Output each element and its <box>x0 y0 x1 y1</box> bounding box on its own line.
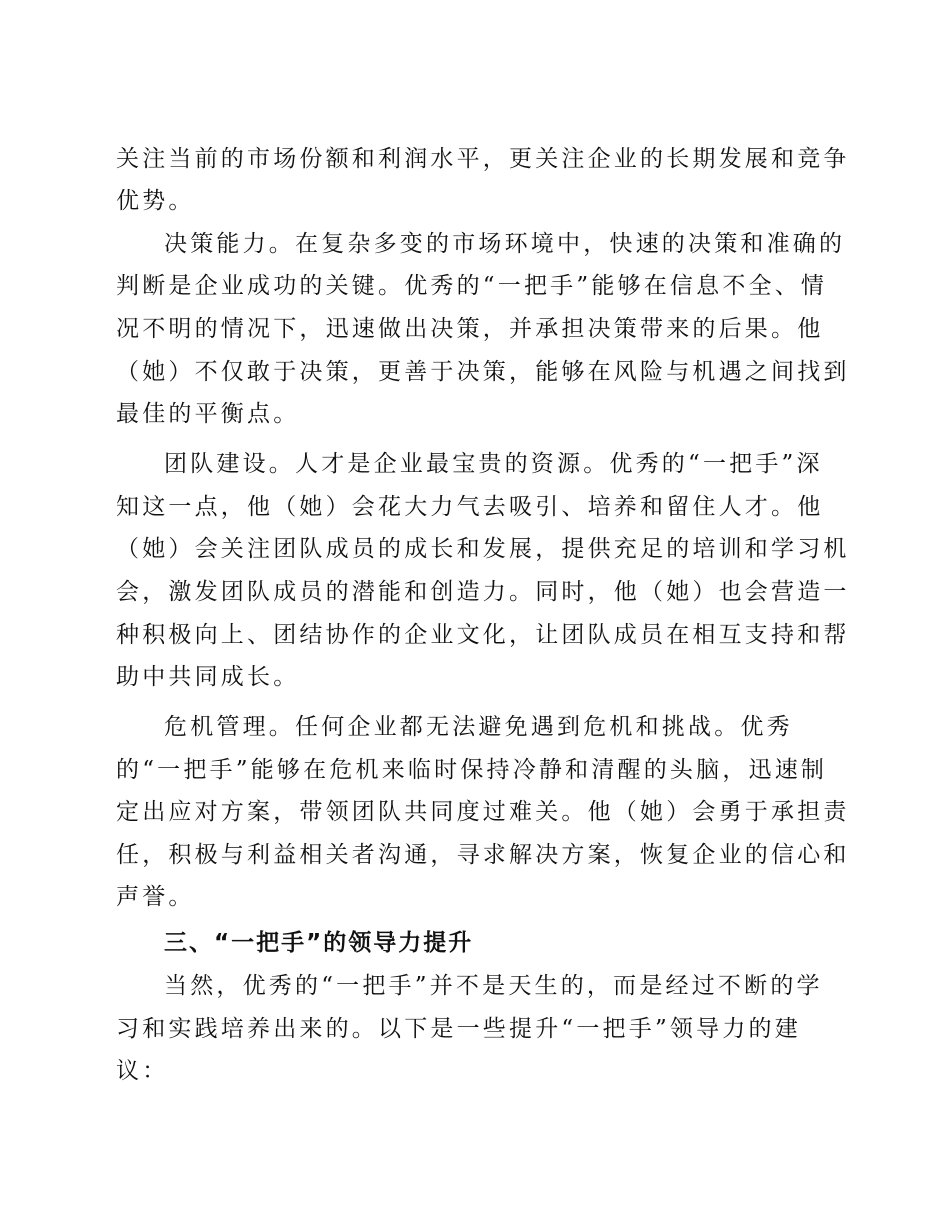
paragraph-line: 声誉。 <box>116 884 195 910</box>
paragraph-line: （她）不仅敢于决策，更善于决策，能够在风险与机遇之间找到 <box>116 359 850 385</box>
paragraph-line: （她）会关注团队成员的成长和发展，提供充足的培训和学习机 <box>116 536 850 562</box>
paragraph-line: 议： <box>116 1058 169 1084</box>
paragraph-line: 优势。 <box>116 188 195 214</box>
paragraph-line: 定出应对方案，带领团队共同度过难关。他（她）会勇于承担责 <box>116 799 850 825</box>
paragraph-line: 会，激发团队成员的潜能和创造力。同时，他（她）也会营造一 <box>116 579 850 605</box>
paragraph-line: 种积极向上、团结协作的企业文化，让团队成员在相互支持和帮 <box>116 622 850 648</box>
paragraph-line: 知这一点，他（她）会花大力气去吸引、培养和留住人才。他 <box>116 494 824 520</box>
paragraph-line: 况不明的情况下，迅速做出决策，并承担决策带来的后果。他 <box>116 316 824 342</box>
paragraph-line: 决策能力。在复杂多变的市场环境中，快速的决策和准确的 <box>164 231 846 257</box>
paragraph-line: 团队建设。人才是企业最宝贵的资源。优秀的“一把手”深 <box>164 451 823 477</box>
paragraph-line: 助中共同成长。 <box>116 664 300 690</box>
paragraph-line: 的“一把手”能够在危机来临时保持冷静和清醒的头脑，迅速制 <box>116 757 828 783</box>
paragraph-line: 判断是企业成功的关键。优秀的“一把手”能够在信息不全、情 <box>116 273 828 299</box>
paragraph-line: 习和实践培养出来的。以下是一些提升“一把手”领导力的建 <box>116 1016 801 1042</box>
section-heading: 三、“一把手”的领导力提升 <box>164 930 474 956</box>
paragraph-line: 关注当前的市场份额和利润水平，更关注企业的长期发展和竞争 <box>116 146 850 172</box>
paragraph-line: 危机管理。任何企业都无法避免遇到危机和挑战。优秀 <box>164 714 793 740</box>
paragraph-line: 当然，优秀的“一把手”并不是天生的，而是经过不断的学 <box>164 973 823 999</box>
paragraph-line: 最佳的平衡点。 <box>116 401 300 427</box>
paragraph-line: 任，积极与利益相关者沟通，寻求解决方案，恢复企业的信心和 <box>116 842 850 868</box>
